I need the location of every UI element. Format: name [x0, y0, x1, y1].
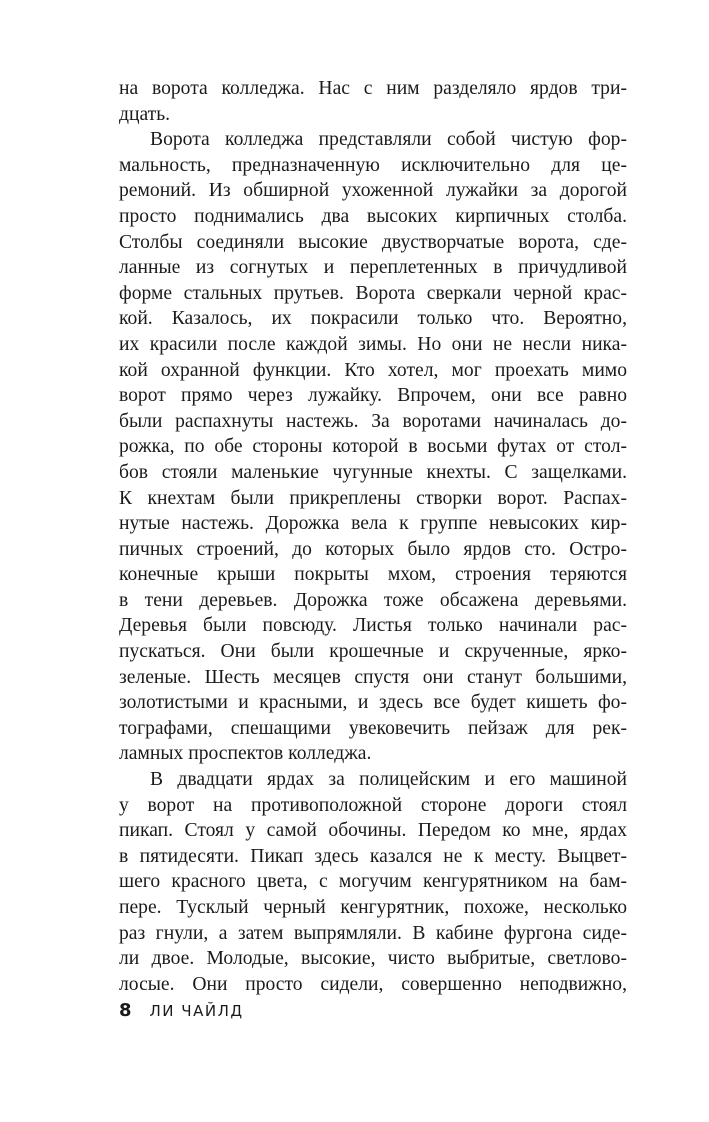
- text-line: рожка, по обе стороны которой в восьми футах от стол-: [119, 436, 627, 458]
- text-line: в пятидесяти. Пикап здесь казался не к месту. Выцвет-: [119, 845, 627, 867]
- text-line: пускаться. Они были крошечные и скрученные, ярко-: [119, 641, 627, 663]
- page-number: 8: [119, 1000, 132, 1021]
- text-line: пикап. Стоял у самой обочины. Передом ко мне, ярдах: [119, 820, 627, 842]
- text-line: ли двое. Молодые, высокие, чисто выбритые, светлово-: [119, 948, 627, 970]
- text-line: дцать.: [119, 103, 171, 125]
- text-line: мальность, предназначенную исключительно для це-: [119, 154, 627, 176]
- text-line: у ворот на противоположной стороне дороги стоял: [119, 794, 627, 816]
- text-line: кой охранной функции. Кто хотел, мог проехать мимо: [119, 359, 627, 381]
- text-line: форме стальных прутьев. Ворота сверкали черной крас-: [119, 282, 627, 304]
- text-line: были распахнуты настежь. За воротами начиналась до-: [119, 410, 627, 432]
- text-line: К кнехтам были прикреплены створки ворот. Распах-: [119, 487, 627, 509]
- text-line: на ворота колледжа. Нас с ним разделяло ярдов три-: [119, 78, 627, 99]
- text-line: в тени деревьев. Дорожка тоже обсажена деревьями.: [119, 589, 627, 611]
- text-line: ремоний. Из обширной ухоженной лужайки за дорогой: [119, 180, 627, 202]
- page-footer: [119, 1000, 244, 1024]
- text-line: нутые настежь. Дорожка вела к группе невысоких кир-: [119, 513, 627, 535]
- text-line: их красили после каждой зимы. Но они не несли ника-: [119, 333, 627, 355]
- text-line: конечные крыши покрыты мхом, строения теряются: [119, 564, 627, 586]
- text-line: Ворота колледжа представляли собой чистую фор-: [150, 129, 627, 151]
- text-line: Столбы соединяли высокие двустворчатые ворота, сде-: [119, 231, 627, 253]
- text-line: шего красного цвета, с могучим кенгурятником на бам-: [119, 871, 627, 893]
- text-line: ланные из согнутых и переплетенных в причудливой: [119, 257, 627, 279]
- text-line: лосые. Они просто сидели, совершенно неподвижно,: [119, 973, 627, 995]
- text-line: раз гнули, а затем выпрямляли. В кабине фургона сиде-: [119, 922, 627, 944]
- text-line: ворот прямо через лужайку. Впрочем, они все равно: [119, 385, 627, 407]
- text-line: пере. Тусклый черный кенгурятник, похоже, несколько: [119, 897, 627, 918]
- text-line: золотистыми и красными, и здесь все будет кишеть фо-: [119, 692, 627, 714]
- text-line: кой. Казалось, их покрасили только что. Вероятно,: [119, 308, 627, 330]
- text-line: В двадцати ярдах за полицейским и его машиной: [150, 769, 627, 791]
- text-line: ламных проспектов колледжа.: [119, 743, 372, 765]
- running-head: ЛИ ЧАЙЛД: [149, 1002, 244, 1020]
- text-line: просто поднимались два высоких кирпичных столба.: [119, 205, 627, 227]
- text-line: тографами, спешащими увековечить пейзаж для рек-: [119, 717, 627, 739]
- text-line: бов стояли маленькие чугунные кнехты. С защелками.: [119, 461, 627, 483]
- body-text: [119, 76, 627, 997]
- text-line: Деревья были повсюду. Листья только начинали рас-: [119, 615, 627, 637]
- text-line: пичных строений, до которых было ярдов сто. Остро-: [119, 538, 627, 560]
- text-line: зеленые. Шесть месяцев спустя они станут большими,: [119, 666, 627, 688]
